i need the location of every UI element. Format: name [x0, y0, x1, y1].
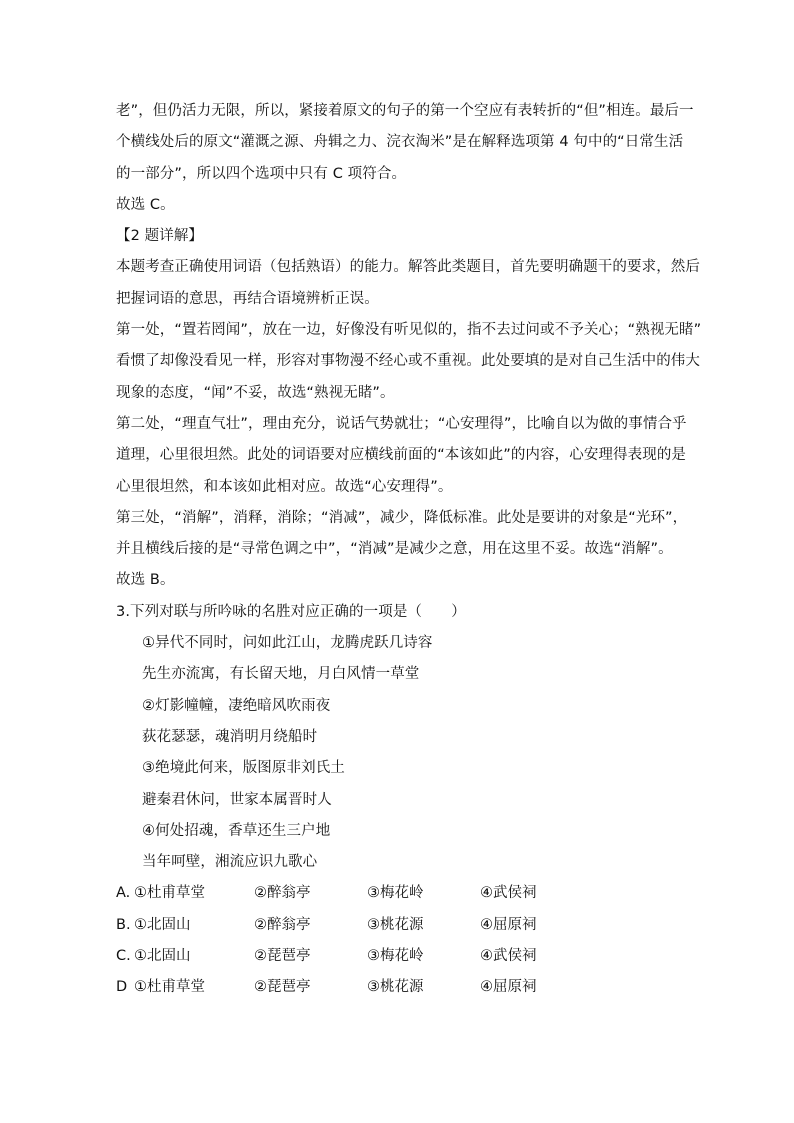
paragraph-line: 个横线处后的原文“灌溉之源、舟辑之力、浣衣淘米”是在解释选项第 4 句中的“日常生活 — [116, 134, 684, 151]
option-item: ③梅花岭 — [367, 948, 424, 965]
option-letter: C. — [116, 948, 131, 965]
paragraph-line: 并且横线后接的是“寻常色调之中”，“消减”是减少之意，用在这里不妥。故选“消解”。 — [116, 541, 673, 558]
paragraph-line: 把握词语的意思，再结合语境辨析正误。 — [116, 290, 379, 307]
paragraph-line: 老”，但仍活力无限，所以，紧接着原文的句子的第一个空应有表转折的“但”相连。最后一 — [116, 103, 694, 119]
option-item: ③桃花源 — [367, 979, 424, 996]
option-item: ①杜甫草堂 — [134, 979, 205, 996]
option-letter: D — [116, 979, 128, 996]
option-c — [116, 941, 686, 972]
question-stem: 3.下列对联与所吟咏的名胜对应正确的一项是（ ） — [116, 603, 466, 620]
option-d — [116, 972, 686, 1003]
document-body — [116, 96, 702, 1004]
paragraph-line: 本题考查正确使用词语（包括熟语）的能力。解答此类题目，首先要明确题干的要求，然后 — [116, 259, 700, 276]
option-letter: A. — [116, 885, 131, 902]
option-item: ④屈原祠 — [480, 979, 537, 996]
paragraph-line: 心里很坦然，和本该如此相对应。故选“心安理得”。 — [116, 478, 453, 495]
option-item: ④武侯祠 — [480, 948, 537, 965]
paragraph-line: 第二处，“理直气壮”，理由充分，说话气势就壮；“心安理得”，比喻自以为做的事情合乎 — [116, 415, 687, 432]
couplet-line: ③绝境此何来，版图原非刘氏土 — [142, 760, 345, 777]
couplet-line: ④何处招魂，香草还生三户地 — [142, 822, 331, 839]
option-item: ③桃花源 — [367, 916, 424, 933]
option-item: ④屈原祠 — [480, 916, 537, 933]
option-letter: B. — [116, 916, 131, 933]
option-item: ②醉翁亭 — [254, 916, 311, 933]
option-item: ①北固山 — [134, 948, 191, 965]
option-item: ②琵琶亭 — [254, 979, 311, 996]
paragraph-line: 现象的态度，“闻”不妥，故选“熟视无睹”。 — [116, 384, 395, 401]
option-a — [116, 878, 686, 909]
option-b — [116, 910, 686, 941]
couplet-line: 先生亦流寓，有长留天地，月白风情一草堂 — [142, 666, 420, 683]
paragraph-line: 第一处，“置若罔闻”，放在一边，好像没有听见似的，指不去过问或不予关心；“熟视无睹” — [116, 322, 702, 339]
paragraph-line: 的一部分”，所以四个选项中只有 C 项符合。 — [116, 165, 407, 182]
paragraph-line: 看惯了却像没看见一样，形容对事物漫不经心或不重视。此处要填的是对自己生活中的伟大 — [116, 353, 700, 370]
option-item: ②琵琶亭 — [254, 948, 311, 965]
answer-line: 故选 C。 — [116, 196, 175, 213]
paragraph-line: 道理，心里很坦然。此处的词语要对应横线前面的“本该如此”的内容，心安理得表现的是 — [116, 447, 687, 464]
couplet-line: ②灯影幢幢，凄绝暗风吹雨夜 — [142, 697, 331, 714]
couplet-line: 当年呵壁，湘流应识九歌心 — [142, 854, 318, 871]
couplet-line: 避秦君休问，世家本属晋时人 — [142, 791, 332, 808]
option-item: ②醉翁亭 — [254, 885, 311, 902]
section-heading: 【2 题详解】 — [116, 228, 204, 245]
couplet-line: ①异代不同时，问如此江山，龙腾虎跃几诗容 — [142, 635, 433, 652]
answer-line: 故选 B。 — [116, 572, 175, 589]
option-item: ④武侯祠 — [480, 885, 537, 902]
paragraph-line: 第三处，“消解”，消释，消除；“消减”，减少，降低标准。此处是要讲的对象是“光环”， — [116, 509, 688, 526]
couplet-line: 荻花瑟瑟，魂消明月绕船时 — [142, 728, 318, 745]
option-item: ①杜甫草堂 — [134, 885, 205, 902]
option-item: ①北固山 — [134, 916, 191, 933]
option-item: ③梅花岭 — [367, 885, 424, 902]
